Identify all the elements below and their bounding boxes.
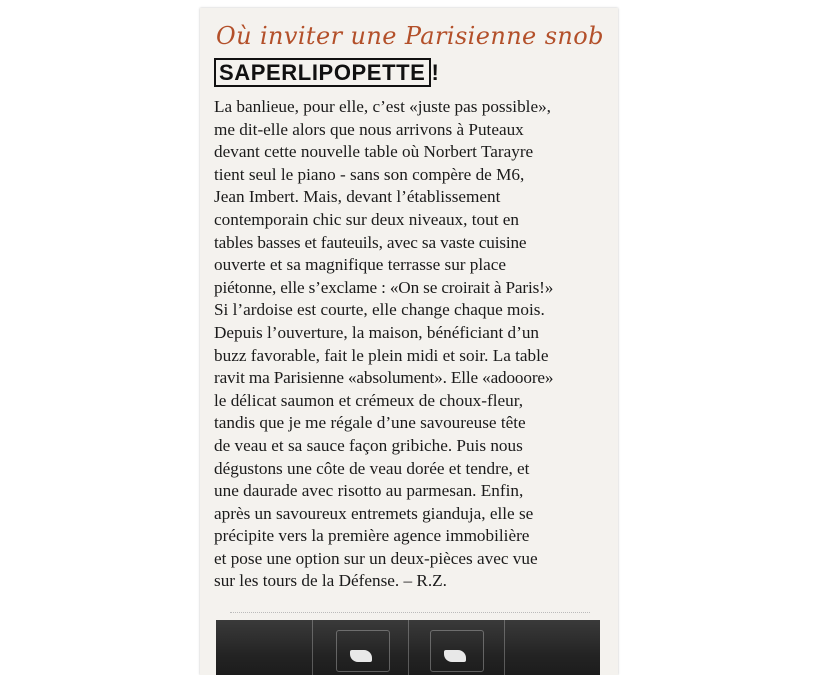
- napkin: [350, 650, 372, 662]
- headline-exclamation: !: [431, 60, 439, 85]
- body-line: tandis que je me régale d’une savoureuse tête: [214, 413, 526, 433]
- body-line: ouverte et sa magnifique terrasse sur place: [214, 255, 507, 275]
- article-body: [214, 96, 606, 593]
- article-kicker: Où inviter une Parisienne snob: [216, 22, 604, 50]
- magazine-clipping: [200, 8, 618, 675]
- body-line: me dit-elle alors que nous arrivons à Puteaux: [214, 119, 524, 139]
- body-line: tient seul le piano - sans son compère de M6,: [214, 164, 525, 184]
- body-line: Jean Imbert. Mais, devant l’établissement: [214, 187, 501, 207]
- body-line: tables basses et fauteuils, avec sa vaste cuisine: [214, 232, 527, 252]
- body-line: après un savoureux entremets gianduja, elle se: [214, 503, 534, 523]
- body-line: ravit ma Parisienne «absolument». Elle «adooore»: [214, 368, 554, 388]
- body-line: de veau et sa sauce façon gribiche. Puis nous: [214, 435, 523, 455]
- napkin: [444, 650, 466, 662]
- body-line: La banlieue, pour elle, c’est «juste pas possible»,: [214, 97, 551, 116]
- headline-boxed-text: SAPERLIPOPETTE: [214, 58, 431, 87]
- body-line: précipite vers la première agence immobilière: [214, 526, 530, 546]
- window-frame: [504, 620, 505, 675]
- body-line: sur les tours de la Défense. – R.Z.: [214, 571, 447, 591]
- body-line: Si l’ardoise est courte, elle change chaque mois.: [214, 300, 545, 320]
- body-line: piétonne, elle s’exclame : «On se croirait à Paris!»: [214, 277, 554, 297]
- restaurant-photo: [216, 620, 600, 675]
- body-line: dégustons une côte de veau dorée et tendre, et: [214, 458, 530, 478]
- divider: [230, 612, 590, 613]
- body-line: contemporain chic sur deux niveaux, tout en: [214, 209, 519, 229]
- body-line: et pose une option sur un deux-pièces avec vue: [214, 548, 538, 568]
- body-line: une daurade avec risotto au parmesan. Enfin,: [214, 481, 524, 501]
- body-line: devant cette nouvelle table où Norbert Tarayre: [214, 142, 534, 162]
- window-frame: [312, 620, 313, 675]
- body-line: buzz favorable, fait le plein midi et soir. La table: [214, 345, 549, 365]
- body-line: Depuis l’ouverture, la maison, bénéficiant d’un: [214, 322, 540, 342]
- window-frame: [408, 620, 409, 675]
- body-line: le délicat saumon et crémeux de choux-fleur,: [214, 390, 524, 410]
- article-headline: [214, 60, 439, 86]
